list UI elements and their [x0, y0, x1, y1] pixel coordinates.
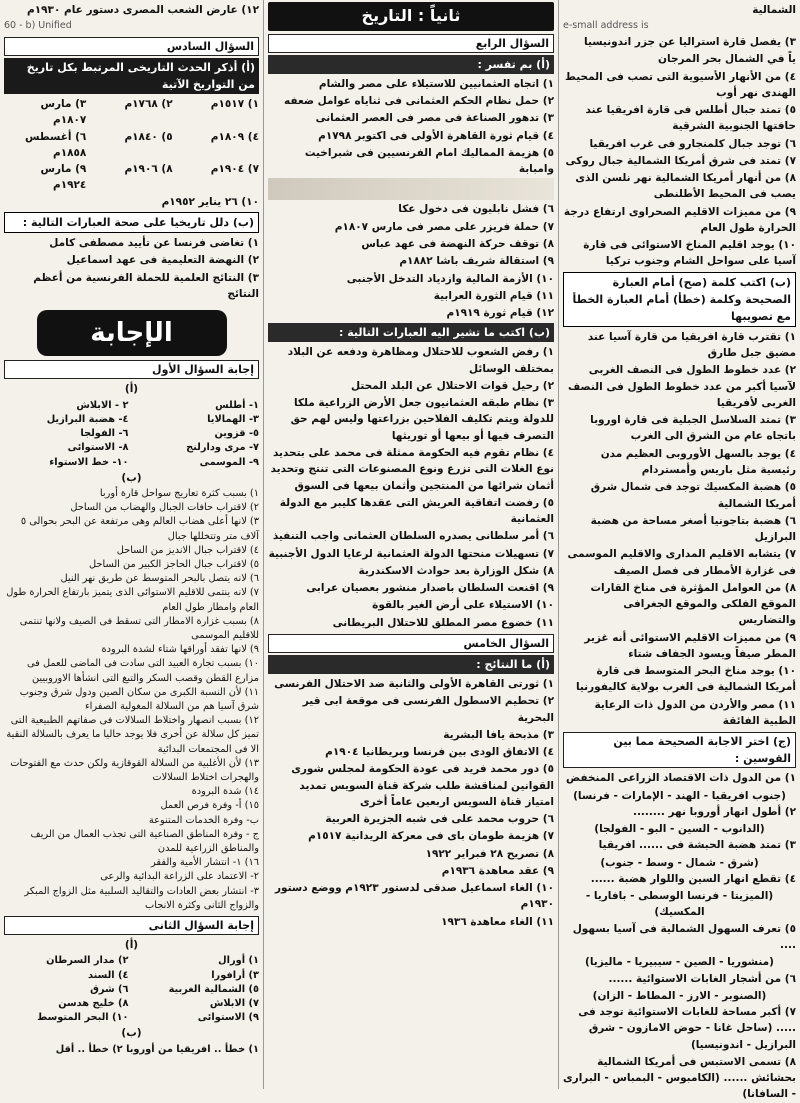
history-a-item: ١١) قيام الثورة العرابية [433, 289, 554, 302]
ans1-b-list [4, 487, 259, 913]
left-b-item: ٣) النتائج العلمية للحملة الفرنسية من أعظم النتائج [33, 271, 259, 300]
geo-c-question: ٢) أطول انهار أوروبا نهر ........ [632, 805, 796, 818]
ans1-b-item: ١٢) بسبب انصهار واختلاط السلالات فى صفاتهم الطبيعية التى تميز كل سلالة عن أخرى فلا يوجد حاليا ما يعرف بالسلالة النقية الا فى المجتمعات البدائية [6, 715, 259, 755]
geo-c-question: ٨) تسمى الاستبس فى أمريكا الشمالية بحشائش ...... (الكامبوس - البمباس - البرارى - السافانا) [563, 1055, 796, 1101]
ans1-cell: ٤- هضبة البرازيل [46, 413, 129, 425]
ans2-grid [4, 954, 259, 1025]
history-b-item: ١١) خضوع مصر المطلق للاحتلال البريطانى [332, 616, 554, 629]
ans1-b-item: ١١) لأن النسبة الكبرى من سكان الصين ودول شرق وجنوب شرق آسيا هم من السلالة المغولية الصفراء [19, 686, 259, 713]
history-c-item: ١١) الغاء معاهدة ١٩٣٦ [441, 915, 554, 928]
ans1-b-item: ٨) بسبب غزارة الامطار التى تسقط فى الصيف ولانها تنتمى للاقليم الموسمى [19, 615, 259, 642]
history-b-item: ٩) اقنعت السلطان باصدار منشور بعصيان عرابى [306, 582, 554, 595]
history-c-heading: (أ) ما النتائج : [268, 655, 554, 674]
ans1-cell: ٨- الاستوائى [67, 442, 129, 454]
ans2-cell: ٥) الشمالية الغربية [168, 983, 259, 995]
geo-c-question: ٧) أكبر مساحة للغابات الاستوائية توجد فى ..... (ساحل غانا - حوض الامازون - شرق البرازيل - اندونيسيا) [578, 1006, 796, 1051]
ans1-b-item: ١) بسبب كثرة تعاريج سواحل قارة أوربا [99, 487, 259, 499]
history-c-item: ٩) عقد معاهدة ١٩٣٦م [441, 864, 554, 877]
history-a-item: ١٠) الأزمة المالية وازدياد التدخل الأجنبى [346, 272, 554, 285]
ans1-cell: ٥- قزوين [214, 428, 259, 440]
ans2-cell: ٩) الاستوائى [197, 1012, 259, 1024]
history-b-item: ٥) رفضت اتفاقية العريش التى عقدها كليبر مع الدولة العثمانية [279, 496, 554, 526]
history-a-item: ٢) حمل نظام الحكم العثمانى فى ثناياه عوامل ضعفه [284, 95, 554, 108]
left-a-heading: (أ) أذكر الحدث التاريخى المرتبط بكل تاريخ من التواريخ الآتية [4, 58, 259, 94]
geo-q7: ٧) تمتد فى شرق أمريكا الشمالية جبال روكى [565, 154, 796, 167]
geo-b-item: ٢) عدد خطوط الطول فى النصف الغربى لآسيا أكبر من عدد خطوط الطول فى النصف الغربى لأفريقيا [568, 364, 796, 409]
history-a-item: ٩) استقالة شريف باشا ١٨٨٢م [399, 255, 554, 268]
answers-column [0, 0, 263, 1089]
ans1-cell: ١- أطلس [215, 399, 259, 411]
ans1-b-item: ٧) لانه ينتمى للاقليم الاستوائى الذى يتميز بارتفاع الحرارة طول العام وامطار طول العام [6, 587, 259, 613]
geo-b-item: ٨) من العوامل المؤثرة فى مناخ القارات الموقع الفلكى والموقع الجغرافى والتضاريس [590, 581, 796, 627]
history-b-item: ٤) نظام تقوم فيه الحكومة ممثلة فى محمد على بتحديد نوع الغلات التى تزرع ونوع المصنوعات التى تنتج وتحديد أثمان شرائها من المنتجين وأثمان بيعها فى السوق [270, 446, 554, 492]
history-b-item: ١) رفض الشعوب للاحتلال ومظاهرة ودفعه عن البلاد بمختلف الوسائل [287, 346, 554, 375]
geography-column [558, 0, 800, 1101]
ans1-b-item: ١٥) أ- وفرة فرص العمل [160, 800, 259, 812]
ans1-cell: ١٠- خط الاستواء [49, 456, 129, 468]
left-top-line: ١٢) عارض الشعب المصرى دستور عام ١٩٣٠م [27, 4, 259, 16]
history-a-item: ٧) حملة فريزر على مصر فى مارس ١٨٠٧م [334, 220, 554, 233]
geo-b-item: ٣) تمتد السلاسل الجبلية فى قارة اوروبا باتجاه عام من الشرق الى الغرب [590, 414, 796, 443]
ans1-b-item: ٦) لانه يتصل بالبحر المتوسط عن طريق نهر النيل [60, 573, 259, 585]
date-item: ٣) مارس ١٨٠٧م [40, 98, 87, 127]
history-b-item: ٧) تسهيلات منحتها الدولة العثمانية لرعايا الدول الأجنبية [268, 547, 554, 560]
ans1-cell: ٣- الهمالايا [207, 413, 259, 425]
history-a-item: ٥) هزيمة المماليك امام الفرنسيين فى شبراخيت وامبابة [304, 146, 554, 176]
date-item: ١) ١٥١٧م [210, 98, 259, 111]
geo-q5: ٥) تمتد جبال أطلس فى قارة افريقيا عند حافتها الجنوبية الشرقية [585, 104, 796, 133]
geo-c-options: (الدانوب - السين - البو - الفولجا) [594, 823, 765, 836]
history-c-item: ٨) تصريح ٢٨ فبراير ١٩٢٢ [425, 847, 554, 860]
answer-title: الإجابة [37, 310, 227, 356]
ans1-b-item: ١٣) لأن الأغلبية من السلالة القوقازية ولكن حدث مع الفتوحات والهجرات اختلاط السلالات [10, 757, 259, 784]
history-q4-heading: السؤال الرابع [268, 34, 554, 53]
history-c-item: ٥) دور محمد فريد فى عودة الحكومة لمجلس شورى القوانين لمناقشة طلب شركة قناة السويس تمديد امتياز قناة السويس اربعين عاماً أخرى [291, 763, 554, 808]
history-c-item: ٣) مذبحة يافا البشرية [443, 728, 554, 741]
ans1-grid [4, 399, 259, 470]
history-a-item: ٤) قيام ثورة القاهرة الأولى فى اكتوبر ١٧٩٨م [318, 129, 554, 142]
geo-c-question: ٦) من أشجار الغابات الاستوائية ...... [608, 972, 796, 985]
date-item: ٤) ١٨٠٩م [210, 130, 259, 143]
ans2-a-label: (أ) [124, 939, 139, 952]
history-c-item: ١٠) الغاء اسماعيل صدقى لدستور ١٩٢٣م ووضع دستور ١٩٣٠م [274, 882, 554, 911]
ans2-cell: ٦) شرق [90, 983, 129, 995]
geo-b-item: ١٠) يوجد مناخ البحر المتوسط فى قارة أمريكا الشمالية فى الغرب بولاية كاليفورنيا [575, 665, 796, 694]
date-item: ١٠) ٢٦ يناير ١٩٥٢م [161, 195, 259, 208]
ans2-b-line: ١) خطأ .. افريقيا من أوروبا ٢) خطأ .. أقل [55, 1043, 259, 1055]
ans1-cell: ٦- الفولجا [80, 428, 129, 440]
date-item: ٥) ١٨٤٠م [124, 130, 173, 143]
left-q6-heading: السؤال السادس [4, 37, 259, 56]
left-b-item: ٢) النهضة التعليمية فى عهد اسماعيل [66, 254, 259, 267]
ans1-b-item: ٢- الاعتماد على الزراعة البدائية والرعى [100, 871, 259, 883]
ans1-b-item: ٢) لاقتراب حافات الجبال والهضاب من الساحل [70, 502, 259, 514]
left-b-item: ١) تغاضى فرنسا عن تأييد مصطفى كامل [49, 237, 259, 250]
ans2-cell: ١٠) البحر المتوسط [37, 1012, 129, 1024]
ans2-cell: ٢) مدار السرطان [46, 955, 129, 967]
geo-b-item: ٧) يتشابه الاقليم المدارى والاقليم الموسمى فى غزارة الأمطار فى فصل الصيف [567, 548, 796, 577]
geo-q6: ٦) توجد جبال كلمنجارو فى غرب افريقيا [589, 137, 796, 150]
ans1-b-item: ١٠) بسبب تجارة العبيد التى سادت فى الماضى للعمل فى مزارع القطن وقصب السكر والتبغ التى انشأها الاوروبيين [27, 658, 259, 684]
date-item: ٨) ١٩٠٦م [124, 163, 173, 176]
geo-c-options: (شرق - شمال - وسط - جنوب) [600, 856, 759, 869]
geo-q9: ٩) من مميزات الاقليم الصحراوى ارتفاع درجة الحرارة طول العام [563, 205, 796, 234]
geo-c-options: (الصنوبر - الارز - المطاط - الزان) [592, 989, 767, 1002]
ans2-heading: إجابة السؤال الثانى [4, 916, 259, 935]
geo-section-c-heading: (ج) اختر الاجابة الصحيحة مما بين القوسين : [563, 732, 796, 768]
history-b-item: ٢) رحيل قوات الاحتلال عن البلد المحتل [351, 379, 554, 392]
history-b-item: ١٠) الاستيلاء على أرض الغير بالقوة [372, 599, 554, 612]
ans2-cell: ٣) أرافورا [211, 969, 259, 981]
history-ribbon: ثانياً : التاريخ [268, 2, 554, 31]
history-b-item: ٣) نظام طبقه العثمانيون جعل الأرض الزراعية ملكا للدولة ويتم تكليف الفلاحين بزراعتها وليس لهم حق التصرف فيها أو بيعها أو توريثها [290, 397, 554, 442]
geo-b-item: ١) تقترب قارة افريقيا من قارة آسيا عند مضيق جبل طارق [587, 330, 796, 360]
ans1-b-item: ١٤) شدة البرودة [191, 786, 259, 798]
dates-grid [4, 96, 259, 194]
ans1-b-item: ٣) لانها أعلى هضاب العالم وهى مرتفعة عن البحر بحوالى ٥ آلاف متر وتتخللها جبال [20, 516, 259, 542]
history-c-item: ١) ثورتى القاهرة الأولى والثانية ضد الاحتلال الفرنسى [274, 678, 554, 690]
ans1-b-item: ٥) لاقتراب جبال الحاجز الكبير من الساحل [89, 559, 259, 570]
ans1-b-item: ب- وفرة الخدمات المتنوعة [148, 814, 259, 826]
ans1-heading: إجابة السؤال الأول [4, 360, 259, 379]
ans1-a-label: (أ) [124, 383, 139, 396]
history-a-heading: (أ) بم تفسر : [268, 55, 554, 74]
geo-c-question: ٣) تمتد هضبة الحبشة فى ...... افريقيا [598, 839, 796, 852]
left-top-ltr: 60 - b) Unified [4, 20, 72, 32]
geo-q3-line1: ٣) يفصل قارة استراليا عن جزر اندونيسيا [584, 35, 796, 48]
history-b-heading: (ب) اكتب ما تشير اليه العبارات التالية : [268, 323, 554, 342]
ans1-cell: ٢ - الابلاش [76, 399, 129, 411]
geo-b-item: ٥) هضبة المكسيك توجد فى شمال شرق أمريكا الشمالية [590, 481, 796, 510]
history-column [263, 0, 558, 1089]
history-b-item: ٨) شكل الوزارة بعد حوادث الاسكندرية [358, 564, 554, 577]
geo-c-options: (جنوب افريقيا - الهند - الإمارات - فرنسا) [573, 789, 786, 802]
geo-c-options: (الميزيتا - فرنسا الوسطى - بافاريا - المكسيك) [585, 890, 774, 919]
left-b-heading: (ب) دلل تاريخيا على صحة العبارات التالية : [4, 212, 259, 233]
ans1-b-label: (ب) [121, 471, 142, 484]
ans1-cell: ٧- مرى ودارلنج [186, 442, 259, 454]
geo-q3-line2: ياً في الشمال بحر المرجان [658, 53, 796, 66]
geo-c-question: ٤) تقطع انهار السين واللوار هضبة ...... [590, 872, 796, 885]
history-b-item: ٦) أمر سلطانى يصدره السلطان العثمانى واجب التنفيذ [272, 530, 554, 543]
ans1-cell: ٩- الموسمى [199, 456, 259, 468]
geo-section-b-heading: (ب) اكتب كلمة (صح) أمام العبارة الصحيحة وكلمة (خطأ) أمام العبارة الخطأ مع تصويبها [563, 272, 796, 327]
history-c-item: ٢) تحطيم الاسطول الفرنسى فى موقعة ابى قير البحرية [302, 695, 554, 724]
date-item: ٧) ١٩٠٤م [210, 163, 259, 176]
decorative-photo-strip [268, 178, 554, 200]
ans1-b-item: ج - وفرة المناطق الصناعية التى تجذب العمال من الريف والمناطق الزراعية للمدن [30, 828, 259, 855]
date-item: ٢) ١٧٦٨م [124, 98, 173, 111]
history-a-item: ٣) تدهور الصناعة فى مصر فى العصر العثمانى [315, 112, 554, 125]
geo-q10: ١٠) يوجد اقليم المناخ الاستوائى فى قارة آسيا على سواحل الشام وجنوب تركيا [583, 239, 796, 268]
geo-q4: ٤) من الأنهار الأسيوية التى تصب فى المحيط الهندى نهر أوب [565, 70, 796, 99]
history-a-item: ١) اتجاه العثمانيين للاستيلاء على مصر والشام [318, 77, 554, 90]
history-c-item: ٧) هزيمة طومان باى فى معركة الريدانية ١٥١٧م [308, 830, 554, 843]
geo-b-item: ٦) هضبة بتاجونيا أصغر مساحة من هضبة البرازيل [590, 514, 796, 544]
ans2-cell: ١) أورال [218, 955, 259, 967]
geo-c-question: ٥) تعرف السهول الشمالية فى آسيا بسهول .... [572, 922, 796, 951]
ans2-cell: ٨) خليج هدسن [58, 998, 129, 1009]
history-c-item: ٤) الاتفاق الودى بين فرنسا وبريطانيا ١٩٠٤م [325, 746, 554, 759]
ans2-cell: ٧) الابلاش [209, 998, 259, 1009]
ans1-b-item: ٣- انتشار بعض العادات والتقاليد السلبية مثل الزواج المبكر والزواج الثانى وكثرة الانجاب [24, 885, 259, 911]
ans1-b-item: ٩) لانها تفقد أوراقها شتاء لشدة البرودة [101, 644, 259, 656]
geo-q8: ٨) من أنهار أمريكا الشمالية نهر نلسن الذى يصب فى المحيط الأطلنطى [575, 172, 796, 201]
ans1-b-item: ١٦) ١- انتشار الأمية والفقر [151, 857, 259, 869]
ans2-cell: ٤) السند [87, 969, 129, 981]
geo-b-item: ٤) يوجد بالسهل الأوروبى العظيم مدن رئيسية مثل باريس وأمستردام [600, 447, 796, 476]
ans1-b-item: ٤) لاقتراب جبال الانديز من الساحل [116, 544, 259, 556]
ans2-b-label: (ب) [121, 1027, 142, 1040]
date-item: ٦) أغسطس ١٨٥٨م [24, 130, 87, 159]
geo-c-options: (منشوريا - الصين - سيبيريا - ماليزيا) [585, 956, 774, 969]
history-a-item: ٨) توقف حركة النهضة فى عهد عباس [361, 238, 554, 251]
date-item: ٩) مارس ١٩٢٤م [40, 163, 87, 192]
geo-b-item: ١١) مصر والأردن من الدول ذات الرعاية الطبية الفائقة [594, 698, 796, 727]
history-a-item: ١٢) قيام ثورة ١٩١٩م [446, 307, 554, 320]
history-q5-heading: السؤال الخامس [268, 634, 554, 653]
geo-b-item: ٩) من مميزات الاقليم الاستوائى أنه غزير المطر صيفاً ويسود الجفاف شتاء [584, 631, 796, 660]
geo-header: الشمالية [752, 4, 796, 16]
history-c-item: ٦) حروب محمد على فى شبه الجزيرة العربية [325, 813, 554, 826]
geo-header-ltr: e-small address is [563, 20, 649, 32]
history-a-item: ٦) فشل نابليون فى دخول عكا [398, 203, 554, 216]
geo-c-question: ١) من الدول ذات الاقتصاد الزراعى المنخفض [566, 772, 796, 785]
